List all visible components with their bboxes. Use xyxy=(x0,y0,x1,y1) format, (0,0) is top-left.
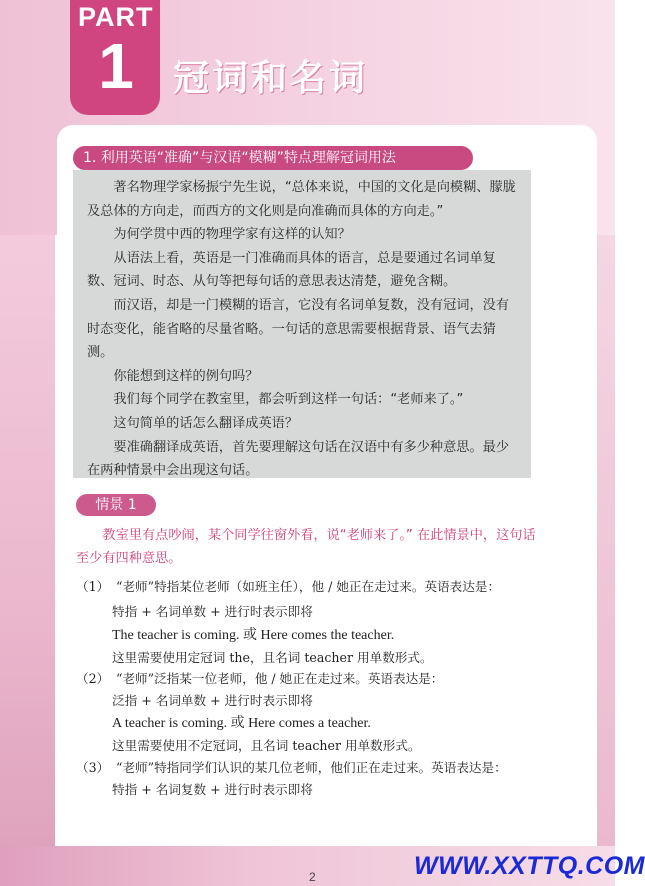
item-formula: 泛指 + 名词单数 + 进行时表示即将 xyxy=(112,693,313,708)
item-marker: （3） xyxy=(76,760,110,775)
chapter-title: 冠词和名词 xyxy=(173,58,369,99)
intro-paragraph: 我们每个同学在教室里，都会听到这样一句话：“老师来了。” xyxy=(113,392,464,408)
item-marker: （1） xyxy=(76,579,110,594)
item-example: A teacher is coming. 或 Here comes a teacher. xyxy=(112,716,371,731)
intro-paragraph: 而汉语，却是一门模糊的语言，它没有名词单复数，没有冠词，没有时态变化，能省略的尽量省略。一句话的意思需要根据背景、语气去猜测。 xyxy=(87,297,510,361)
item-note: 这里需要使用定冠词 the，且名词 teacher 用单数形式。 xyxy=(112,650,433,665)
watermark: WWW.XXTTQ.COM xyxy=(414,852,645,880)
item-marker: （2） xyxy=(76,671,110,686)
part-label: PART xyxy=(78,2,154,32)
intro-paragraph: 这句简单的话怎么翻译成英语？ xyxy=(113,415,299,431)
item-note: 这里需要使用不定冠词，且名词 teacher 用单数形式。 xyxy=(112,738,421,753)
intro-paragraph: 要准确翻译成英语，首先要理解这句话在汉语中有多少种意思。最少在两种情景中会出现这句话。 xyxy=(87,439,510,479)
page-number: 2 xyxy=(309,870,316,884)
item-example: The teacher is coming. 或 Here comes the teacher. xyxy=(112,628,395,643)
intro-box xyxy=(73,170,531,478)
intro-text xyxy=(87,176,521,483)
section-header: 1. 利用英语“准确”与汉语“模糊”特点理解冠词用法 xyxy=(73,146,473,170)
page-background-right xyxy=(597,235,615,886)
page-background-left xyxy=(0,235,55,886)
item-text: “老师”特指某位老师（如班主任），他 / 她正在走过来。英语表达是： xyxy=(116,579,501,594)
scenario-description: 教室里有点吵闹，某个同学往窗外看，说“老师来了。” 在此情景中，这句话至少有四种意思。 xyxy=(76,528,536,566)
intro-paragraph: 著名物理学家杨振宁先生说，“总体来说，中国的文化是向模糊、朦胧及总体的方向走，而西方的文化则是向准确而具体的方向走。” xyxy=(87,180,516,219)
intro-paragraph: 为何学贯中西的物理学家有这样的认知？ xyxy=(113,227,351,243)
item-text: “老师”泛指某一位老师，他 / 她正在走过来。英语表达是： xyxy=(116,671,444,686)
part-number: 1 xyxy=(98,30,134,102)
intro-paragraph: 你能想到这样的例句吗？ xyxy=(113,368,259,384)
item-text: “老师”特指同学们认识的某几位老师，他们正在走过来。英语表达是： xyxy=(116,760,507,775)
item-formula: 特指 + 名词复数 + 进行时表示即将 xyxy=(112,782,313,797)
scenario-label: 情景 1 xyxy=(76,494,156,516)
item-formula: 特指 + 名词单数 + 进行时表示即将 xyxy=(112,604,313,619)
intro-paragraph: 从语法上看，英语是一门准确而具体的语言，总是要通过名词单复数、冠词、时态、从句等把每句话的意思表达清楚，避免含糊。 xyxy=(87,250,496,290)
